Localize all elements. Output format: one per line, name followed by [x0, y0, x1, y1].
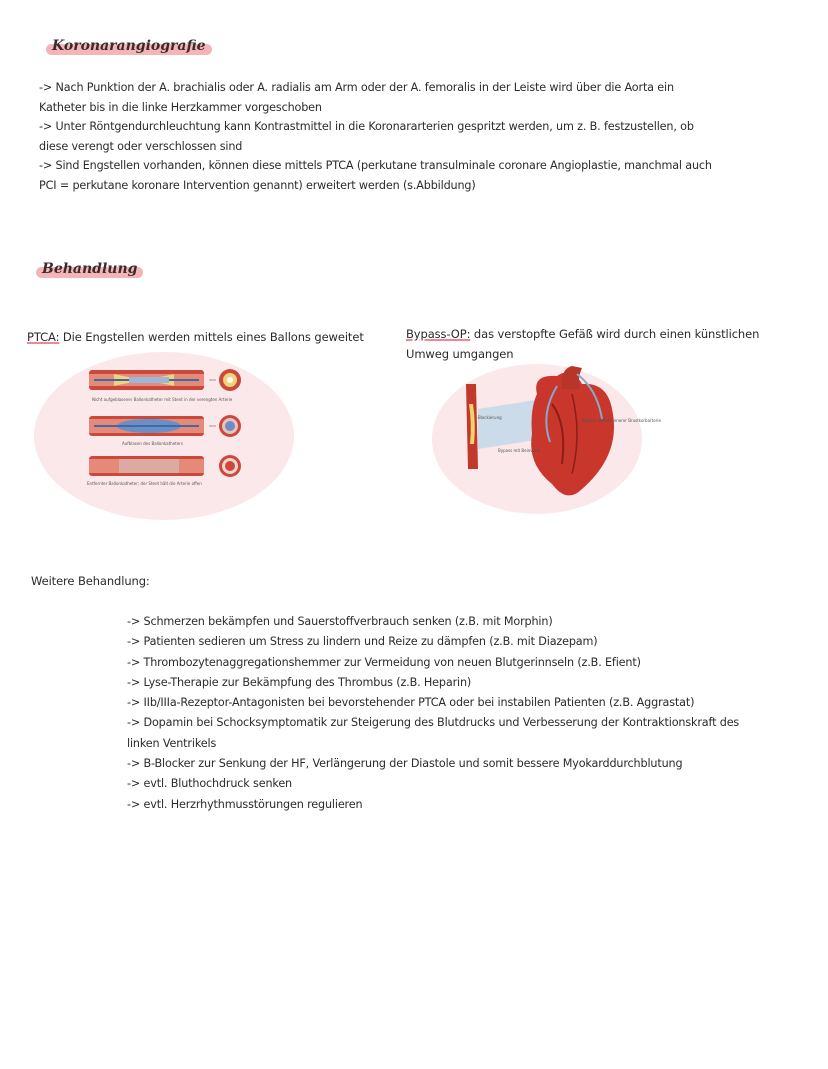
- list-item: -> B-Blocker zur Senkung der HF, Verlängerung der Diastole und somit bessere Myokarddurchblutung: [127, 757, 683, 771]
- bypass-description: das verstopfte Gefäß wird durch einen künstlichen: [473, 327, 760, 341]
- artery-row-1: [89, 369, 241, 391]
- koronarangiografie-text: [39, 78, 739, 195]
- bypass-label-vene: Bypass mit Beinvene: [498, 448, 541, 453]
- bypass-caption: [406, 325, 759, 364]
- text-line: Katheter bis in die linke Herzkammer vorgeschoben: [39, 100, 322, 114]
- list-item: -> IIb/IIIa-Rezeptor-Antagonisten bei bevorstehender PTCA oder bei instabilen Patienten (z.B. Aggrastat): [127, 696, 695, 710]
- ptca-caption: [27, 328, 364, 348]
- list-item: -> Thrombozytenaggregationshemmer zur Vermeidung von neuen Blutgerinnseln (z.B. Efient): [127, 655, 641, 669]
- list-item: -> Lyse-Therapie zur Bekämpfung des Thrombus (z.B. Heparin): [127, 675, 472, 689]
- ptca-term: PTCA:: [27, 330, 60, 344]
- text-line: -> Nach Punktion der A. brachialis oder A. radialis am Arm oder der A. femoralis in der Leiste wird über die Aorta ein: [39, 81, 674, 94]
- weitere-behandlung-list: [127, 612, 739, 815]
- text-line: diese verengt oder verschlossen sind: [39, 139, 243, 153]
- bypass-description-line2: Umweg umgangen: [406, 346, 514, 361]
- list-item: -> evtl. Herzrhythmusstörungen regulieren: [127, 797, 363, 811]
- list-item: -> Patienten sedieren um Stress zu lindern und Reize zu dämpfen (z.B. mit Diazepam): [127, 635, 598, 649]
- ptca-illustration: [34, 352, 294, 520]
- section-title-behandlung: Behandlung: [36, 260, 143, 278]
- section-title-koronarangiografie: Koronarangiografie: [46, 37, 212, 55]
- weitere-behandlung-title: Weitere Behandlung:: [31, 574, 150, 588]
- list-item: -> Dopamin bei Schocksymptomatik zur Steigerung des Blutdrucks und Verbesserung der Kontraktionskraft des: [127, 716, 740, 730]
- list-item: linken Ventrikels: [127, 736, 217, 750]
- ptca-description: Die Engstellen werden mittels eines Ballons geweitet: [62, 330, 364, 344]
- bypass-label-artery: Bypass mittels innerer Brustkorbarterie: [582, 418, 661, 423]
- ptca-label-3: Entfernter Ballonkatheter; der Stent hält die Arterie offen: [87, 481, 202, 486]
- ptca-label-1: Nicht aufgeblasener Ballonkatheter mit Stent in der verengten Arterie: [92, 397, 233, 402]
- artery-row-2: [89, 415, 241, 437]
- text-line: -> Sind Engstellen vorhanden, können diese mittels PTCA (perkutane transulminale coronare Angioplastie, manchmal auch: [39, 159, 712, 172]
- ptca-label-2: Aufblasen des Ballonkatheters: [122, 441, 183, 446]
- list-item: -> Schmerzen bekämpfen und Sauerstoffverbrauch senken (z.B. mit Morphin): [127, 615, 553, 628]
- text-line: -> Unter Röntgendurchleuchtung kann Kontrastmittel in die Koronararterien gespritzt werden, um z. B. festzustellen, ob: [39, 120, 694, 133]
- bypass-label-blockage: Blockierung: [478, 415, 502, 420]
- bypass-illustration: [432, 364, 661, 514]
- text-line: PCI = perkutane koronare Intervention genannt) erweitert werden (s.Abbildung): [39, 178, 476, 192]
- bypass-term: Bypass-OP:: [406, 327, 471, 341]
- list-item: -> evtl. Bluthochdruck senken: [127, 777, 292, 791]
- artery-row-3: [89, 455, 241, 477]
